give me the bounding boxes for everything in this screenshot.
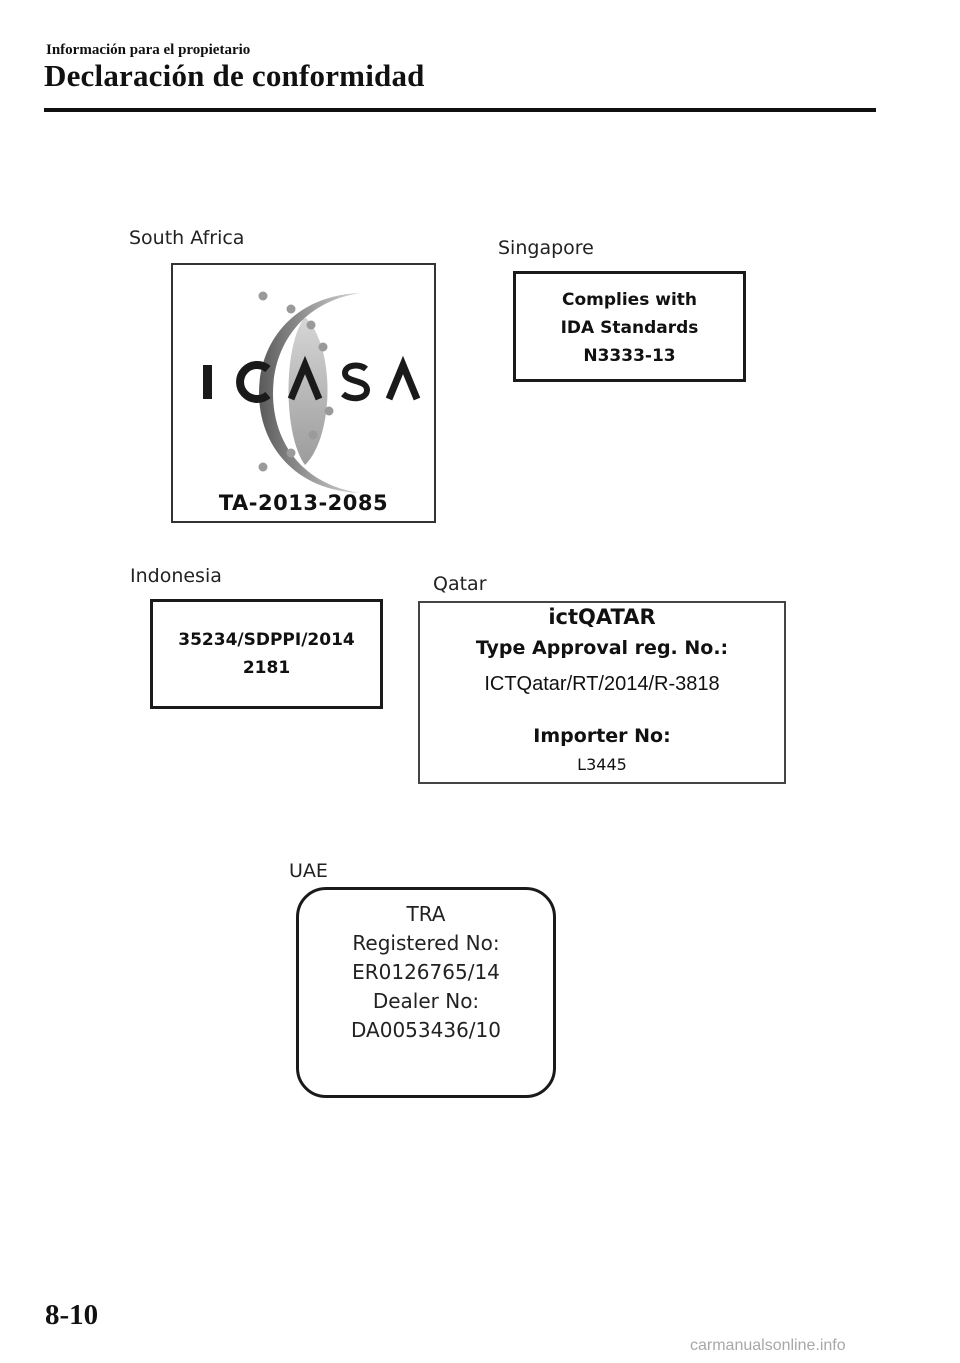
region-label-qatar: Qatar [433, 573, 487, 595]
tra-line-5: DA0053436/10 [351, 1018, 501, 1042]
region-label-uae: UAE [289, 860, 328, 882]
region-label-south-africa: South Africa [129, 227, 245, 249]
section-heading: Información para el propietario [46, 42, 251, 58]
ida-line-1: Complies with [561, 290, 698, 310]
importer-label: Importer No: [533, 725, 671, 747]
icasa-logo [173, 265, 434, 521]
sdppi-text [153, 626, 380, 682]
ida-text [516, 286, 743, 370]
ictqatar-certification-box [418, 601, 786, 784]
tra-line-3: ER0126765/14 [352, 960, 500, 984]
tra-line-2: Registered No: [352, 931, 500, 955]
tra-line-4: Dealer No: [372, 989, 480, 1013]
title-divider [44, 108, 876, 112]
importer-number: L3445 [577, 755, 627, 774]
sdppi-line-2: 2181 [242, 658, 291, 678]
ida-line-2: IDA Standards [560, 318, 699, 338]
tra-line-1: TRA [406, 902, 446, 926]
watermark: carmanualsonline.info [690, 1337, 846, 1354]
sdppi-line-1: 35234/SDPPI/2014 [178, 630, 355, 650]
page-title: Declaración de conformidad [44, 58, 425, 93]
region-label-singapore: Singapore [498, 237, 594, 259]
region-label-indonesia: Indonesia [130, 565, 222, 587]
ida-line-3: N3333-13 [583, 346, 676, 366]
tra-certification-box [296, 887, 556, 1098]
type-approval-label: Type Approval reg. No.: [475, 637, 729, 659]
ida-certification-box [513, 271, 746, 382]
page-number: 8-10 [45, 1299, 99, 1331]
type-approval-number: ICTQatar/RT/2014/R-3818 [484, 673, 720, 695]
icasa-code: TA-2013-2085 [218, 491, 389, 515]
sdppi-certification-box [150, 599, 383, 709]
ictqatar-brand: ictQATAR [548, 605, 656, 629]
icasa-certification-box [171, 263, 436, 523]
tra-text [299, 900, 553, 1045]
